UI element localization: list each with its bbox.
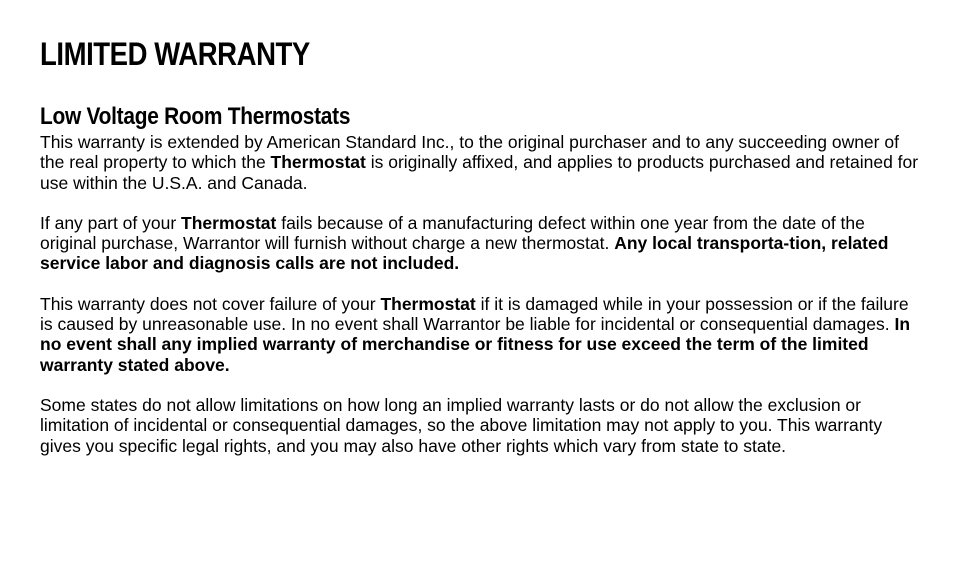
warranty-paragraph-extent <box>40 132 920 193</box>
bold-text-segment: Any local transporta-tion, related service labor and diagnosis calls are not included. <box>40 233 889 274</box>
text-segment: if it is damaged while in your possession or if the failure is caused by unreasonable use. In no event shall Warrantor be liable for incidental or consequential damages. <box>40 293 909 335</box>
bold-text-segment: In no event shall any implied warranty of merchandise or fitness for use exceed the term of the limited warranty stated above. <box>40 314 911 375</box>
warranty-page <box>40 34 920 456</box>
text-segment: Some states do not allow limitations on how long an implied warranty lasts or do not allow the exclusion or limitation of incidental or consequential damages, so the above limitation may not apply to you. This warranty gives you specific legal rights, and you may also have other rights which vary from state to state. <box>40 394 883 456</box>
bold-text-segment: Thermostat <box>181 212 277 233</box>
bold-text-segment: Thermostat <box>380 293 476 314</box>
warranty-paragraph-exclusions <box>40 294 920 375</box>
warranty-paragraph-state-rights <box>40 395 920 456</box>
page-title: LIMITED WARRANTY <box>40 36 310 72</box>
bold-text-segment: Thermostat <box>270 152 366 173</box>
text-segment: fails because of a manufacturing defect within one year from the date of the original purchase, Warrantor will furnish without charge a new thermostat. <box>40 212 865 254</box>
text-segment: If any part of your <box>40 212 182 233</box>
section-subtitle: Low Voltage Room Thermostats <box>40 103 351 130</box>
text-segment: is originally affixed, and applies to products purchased and retained for use within the U.S.A. and Canada. <box>40 152 919 193</box>
warranty-paragraph-coverage <box>40 213 920 274</box>
text-segment: This warranty is extended by American Standard Inc., to the original purchaser and to any succeeding owner of the real property to which the <box>40 132 899 173</box>
text-segment: This warranty does not cover failure of your <box>40 293 381 314</box>
